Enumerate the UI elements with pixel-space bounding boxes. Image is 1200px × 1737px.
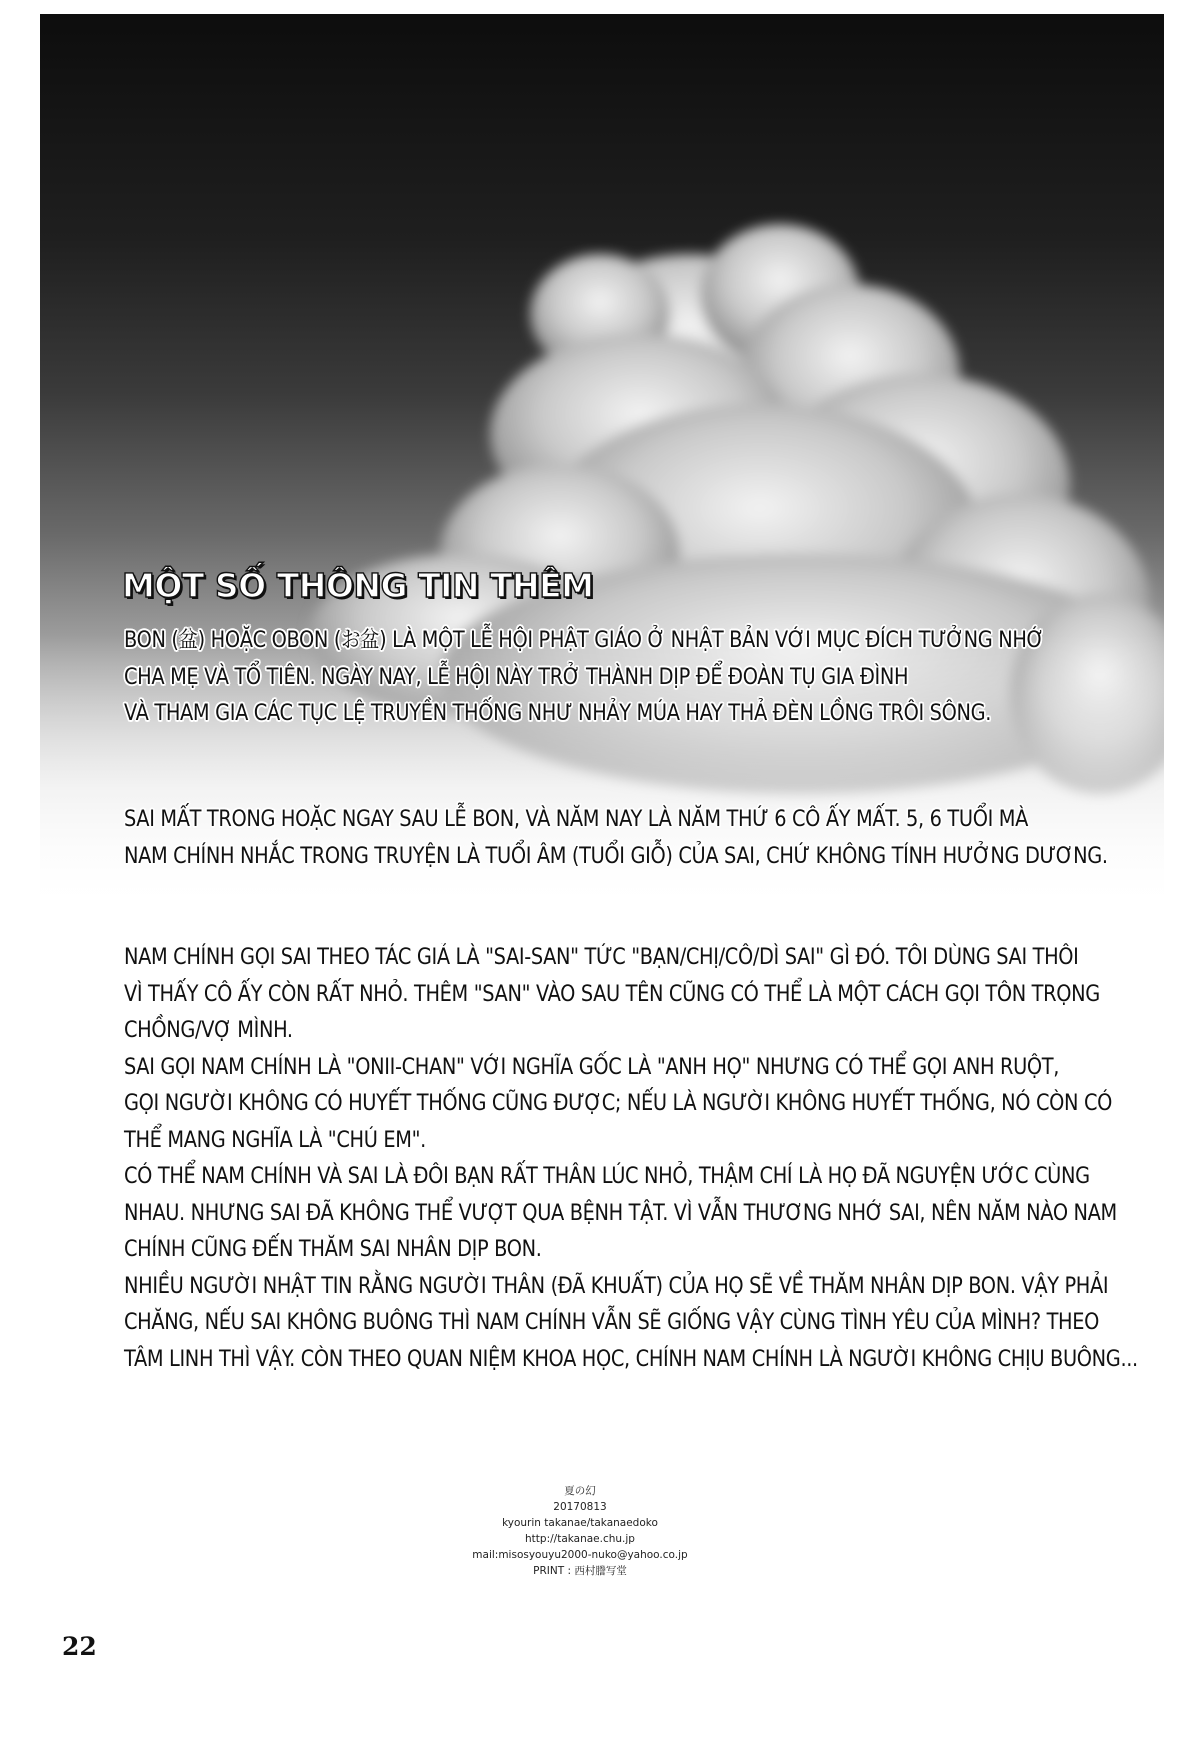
text-line: CHA MẸ VÀ TỔ TIÊN. NGÀY NAY, LỄ HỘI NÀY TRỞ THÀNH DỊP ĐỂ ĐOÀN TỤ GIA ĐÌNH bbox=[124, 664, 909, 690]
text-line: CÓ THỂ NAM CHÍNH VÀ SAI LÀ ĐÔI BẠN RẤT THÂN LÚC NHỎ, THẬM CHÍ LÀ HỌ ĐÃ NGUYỆN ƯỚC CÙNG bbox=[124, 1164, 1090, 1189]
cumulus-cloud-image bbox=[40, 14, 1164, 914]
colophon-line: mail:misosyouyu2000-nuko@yahoo.co.jp bbox=[472, 1549, 688, 1561]
colophon-line: 夏の幻 bbox=[564, 1485, 596, 1497]
text-line: NAM CHÍNH GỌI SAI THEO TÁC GIẢ LÀ "SAI-SAN" TỨC "BẠN/CHỊ/CÔ/DÌ SAI" GÌ ĐÓ. TÔI DÙNG SAI THÔI bbox=[124, 945, 1079, 970]
text-line: GỌI NGƯỜI KHÔNG CÓ HUYẾT THỐNG CŨNG ĐƯỢC; NẾU LÀ NGƯỜI KHÔNG HUYẾT THỐNG, NÓ CÒN CÓ bbox=[124, 1091, 1113, 1116]
text-line: BON (盆) HOẶC OBON (お盆) LÀ MỘT LỄ HỘI PHẬT GIÁO Ở NHẬT BẢN VỚI MỤC ĐÍCH TƯỞNG NHỚ bbox=[124, 628, 1044, 653]
text-line: NHIỀU NGƯỜI NHẬT TIN RẰNG NGƯỜI THÂN (ĐÃ KHUẤT) CỦA HỌ SẼ VỀ THĂM NHÂN DỊP BON. VẬY PHẢI bbox=[124, 1273, 1109, 1299]
colophon bbox=[420, 1483, 740, 1579]
paragraph-bon-festival bbox=[124, 623, 1044, 733]
text-line: CHÍNH CŨNG ĐẾN THĂM SAI NHÂN DỊP BON. bbox=[124, 1237, 542, 1262]
text-line: THỂ MANG NGHĨA LÀ "CHÚ EM". bbox=[124, 1127, 426, 1153]
text-line: VÌ THẤY CÔ ẤY CÒN RẤT NHỎ. THÊM "SAN" VÀO SAU TÊN CŨNG CÓ THỂ LÀ MỘT CÁCH GỌI TÔN TRỌNG bbox=[124, 981, 1100, 1007]
text-line: NAM CHÍNH NHẮC TRONG TRUYỆN LÀ TUỔI ÂM (TUỔI GIỖ) CỦA SAI, CHỨ KHÔNG TÍNH HƯỞNG DƯƠNG. bbox=[124, 843, 1108, 869]
text-line: TÂM LINH THÌ VẬY. CÒN THEO QUAN NIỆM KHOA HỌC, CHÍNH NAM CHÍNH LÀ NGƯỜI KHÔNG CHỊU BUÔNG... bbox=[124, 1346, 1138, 1372]
page-title: MỘT SỐ THÔNG TIN THÊM bbox=[122, 566, 594, 605]
text-line: CHỒNG/VỢ MÌNH. bbox=[124, 1018, 293, 1043]
colophon-line: PRINT : 西村謄写堂 bbox=[533, 1565, 627, 1577]
colophon-line: http://takanae.chu.jp bbox=[525, 1533, 635, 1545]
text-line: SAI MẤT TRONG HOẶC NGAY SAU LỄ BON, VÀ NĂM NAY LÀ NĂM THỨ 6 CÔ ẤY MẤT. 5, 6 TUỔI MÀ bbox=[124, 807, 1028, 832]
text-line: VÀ THAM GIA CÁC TỤC LỆ TRUYỀN THỐNG NHƯ NHẢY MÚA HAY THẢ ĐÈN LỒNG TRÔI SÔNG. bbox=[124, 701, 992, 726]
paragraph-names-and-notes bbox=[124, 940, 1138, 1378]
paragraph-sai-death bbox=[124, 802, 1108, 875]
text-line: CHĂNG, NẾU SAI KHÔNG BUÔNG THÌ NAM CHÍNH VẪN SẼ GIỐNG VẬY CÙNG TÌNH YÊU CỦA MÌNH? THEO bbox=[124, 1310, 1100, 1335]
text-line: SAI GỌI NAM CHÍNH LÀ "ONII-CHAN" VỚI NGHĨA GỐC LÀ "ANH HỌ" NHƯNG CÓ THỂ GỌI ANH RUỘT, bbox=[124, 1054, 1060, 1080]
colophon-line: kyourin takanae/takanaedoko bbox=[502, 1517, 658, 1529]
page-number: 22 bbox=[62, 1632, 97, 1661]
colophon-line: 20170813 bbox=[553, 1501, 607, 1513]
text-line: NHAU. NHƯNG SAI ĐÃ KHÔNG THỂ VƯỢT QUA BỆNH TẬT. VÌ VẪN THƯƠNG NHỚ SAI, NÊN NĂM NÀO NAM bbox=[124, 1200, 1117, 1226]
